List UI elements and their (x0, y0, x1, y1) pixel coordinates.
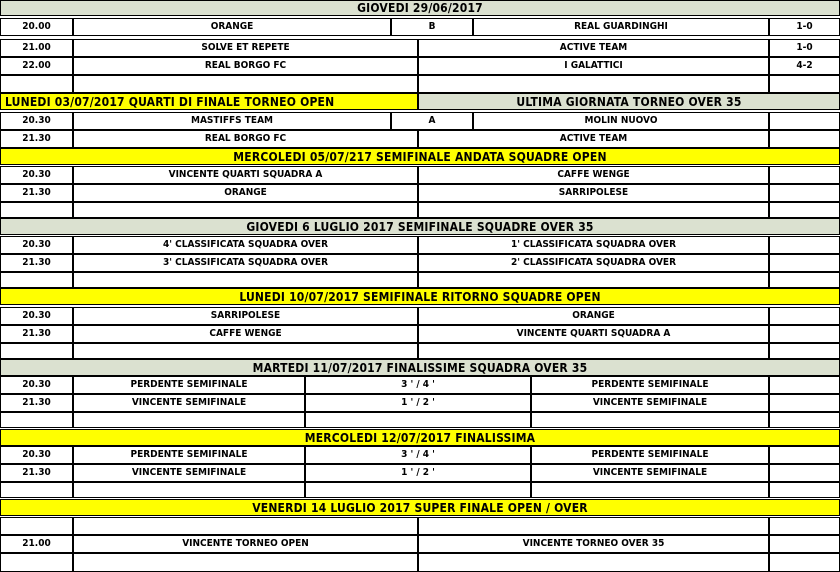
row10-score (769, 307, 840, 325)
row13-home: VINCENTE SEMIFINALE (73, 394, 305, 412)
row13-placement: 1 ' / 2 ' (305, 394, 531, 412)
empty-cell (0, 272, 73, 288)
empty-cell (769, 75, 840, 93)
row5-time: 21.30 (0, 130, 73, 148)
empty-cell (769, 343, 840, 359)
row14-placement: 3 ' / 4 ' (305, 446, 531, 464)
empty-cell (73, 553, 418, 572)
empty-cell (418, 75, 769, 93)
row8-home: 4' CLASSIFICATA SQUADRA OVER (73, 236, 418, 254)
row2-score: 1-0 (769, 39, 840, 57)
empty-cell (0, 75, 73, 93)
row14-home: PERDENTE SEMIFINALE (73, 446, 305, 464)
empty-cell (769, 412, 840, 428)
row10-time: 20.30 (0, 307, 73, 325)
header-mercoledi-12-finalissima: MERCOLEDI 12/07/2017 FINALISSIMA (0, 429, 840, 446)
row1-group: B (391, 18, 473, 36)
empty-cell (73, 412, 305, 428)
row9-home: 3' CLASSIFICATA SQUADRA OVER (73, 254, 418, 272)
empty-cell (531, 482, 769, 498)
empty-cell (418, 272, 769, 288)
empty-cell (305, 412, 531, 428)
empty-cell (769, 202, 840, 218)
row5-score (769, 130, 840, 148)
empty-cell (0, 412, 73, 428)
header-giovedi-29: GIOVEDI 29/06/2017 (0, 0, 840, 16)
empty-cell (769, 272, 840, 288)
row15-time: 21.30 (0, 464, 73, 482)
row3-away: I GALATTICI (418, 57, 769, 75)
empty-cell (73, 343, 418, 359)
row6-score (769, 166, 840, 184)
row1-home: ORANGE (73, 18, 391, 36)
row11-home: CAFFE WENGE (73, 325, 418, 343)
row16-time: 21.00 (0, 535, 73, 553)
row15-away: VINCENTE SEMIFINALE (531, 464, 769, 482)
empty-cell (0, 202, 73, 218)
row8-away: 1' CLASSIFICATA SQUADRA OVER (418, 236, 769, 254)
row11-away: VINCENTE QUARTI SQUADRA A (418, 325, 769, 343)
header-venerdi-14-super-finale: VENERDI 14 LUGLIO 2017 SUPER FINALE OPEN / OVER (0, 499, 840, 516)
row12-time: 20.30 (0, 376, 73, 394)
row1-away: REAL GUARDINGHI (473, 18, 769, 36)
row12-away: PERDENTE SEMIFINALE (531, 376, 769, 394)
header-lunedi-03-quarti: LUNEDI 03/07/2017 QUARTI DI FINALE TORNEO OPEN (0, 93, 418, 110)
empty-cell (73, 517, 418, 535)
row1-time: 20.00 (0, 18, 73, 36)
empty-cell (769, 482, 840, 498)
row10-away: ORANGE (418, 307, 769, 325)
row2-away: ACTIVE TEAM (418, 39, 769, 57)
empty-cell (769, 553, 840, 572)
row11-score (769, 325, 840, 343)
row13-away: VINCENTE SEMIFINALE (531, 394, 769, 412)
row4-score (769, 112, 840, 130)
row5-home: REAL BORGO FC (73, 130, 418, 148)
row14-time: 20.30 (0, 446, 73, 464)
row12-placement: 3 ' / 4 ' (305, 376, 531, 394)
header-giovedi-6-semifinale-over35: GIOVEDI 6 LUGLIO 2017 SEMIFINALE SQUADRE OVER 35 (0, 218, 840, 235)
row13-score (769, 394, 840, 412)
row6-home: VINCENTE QUARTI SQUADRA A (73, 166, 418, 184)
row2-home: SOLVE ET REPETE (73, 39, 418, 57)
empty-cell (73, 202, 418, 218)
row3-time: 22.00 (0, 57, 73, 75)
row8-score (769, 236, 840, 254)
row6-away: CAFFE WENGE (418, 166, 769, 184)
empty-cell (73, 272, 418, 288)
row3-score: 4-2 (769, 57, 840, 75)
row6-time: 20.30 (0, 166, 73, 184)
row7-away: SARRIPOLESE (418, 184, 769, 202)
row15-score (769, 464, 840, 482)
row13-time: 21.30 (0, 394, 73, 412)
row15-home: VINCENTE SEMIFINALE (73, 464, 305, 482)
row9-time: 21.30 (0, 254, 73, 272)
empty-cell (0, 343, 73, 359)
row10-home: SARRIPOLESE (73, 307, 418, 325)
row4-group: A (391, 112, 473, 130)
empty-cell (73, 75, 418, 93)
header-martedi-11-finalissime-over35: MARTEDI 11/07/2017 FINALISSIME SQUADRA OVER 35 (0, 359, 840, 376)
empty-cell (0, 517, 73, 535)
row8-time: 20.30 (0, 236, 73, 254)
row4-away: MOLIN NUOVO (473, 112, 769, 130)
empty-cell (0, 482, 73, 498)
empty-cell (418, 517, 769, 535)
row4-time: 20.30 (0, 112, 73, 130)
row7-home: ORANGE (73, 184, 418, 202)
row9-score (769, 254, 840, 272)
row16-home: VINCENTE TORNEO OPEN (73, 535, 418, 553)
row12-score (769, 376, 840, 394)
row15-placement: 1 ' / 2 ' (305, 464, 531, 482)
row5-away: ACTIVE TEAM (418, 130, 769, 148)
row1-score: 1-0 (769, 18, 840, 36)
empty-cell (0, 553, 73, 572)
row7-time: 21.30 (0, 184, 73, 202)
row16-score (769, 535, 840, 553)
row12-home: PERDENTE SEMIFINALE (73, 376, 305, 394)
row9-away: 2' CLASSIFICATA SQUADRA OVER (418, 254, 769, 272)
row14-away: PERDENTE SEMIFINALE (531, 446, 769, 464)
row4-home: MASTIFFS TEAM (73, 112, 391, 130)
row16-away: VINCENTE TORNEO OVER 35 (418, 535, 769, 553)
empty-cell (418, 202, 769, 218)
row14-score (769, 446, 840, 464)
row2-time: 21.00 (0, 39, 73, 57)
row7-score (769, 184, 840, 202)
row3-home: REAL BORGO FC (73, 57, 418, 75)
row11-time: 21.30 (0, 325, 73, 343)
empty-cell (418, 343, 769, 359)
empty-cell (769, 517, 840, 535)
empty-cell (531, 412, 769, 428)
header-lunedi-10-semifinale-ritorno: LUNEDI 10/07/2017 SEMIFINALE RITORNO SQUADRE OPEN (0, 288, 840, 305)
header-ultima-giornata-over35: ULTIMA GIORNATA TORNEO OVER 35 (418, 93, 840, 110)
empty-cell (418, 553, 769, 572)
empty-cell (305, 482, 531, 498)
header-mercoledi-05-semifinale: MERCOLEDI 05/07/217 SEMIFINALE ANDATA SQUADRE OPEN (0, 148, 840, 165)
empty-cell (73, 482, 305, 498)
